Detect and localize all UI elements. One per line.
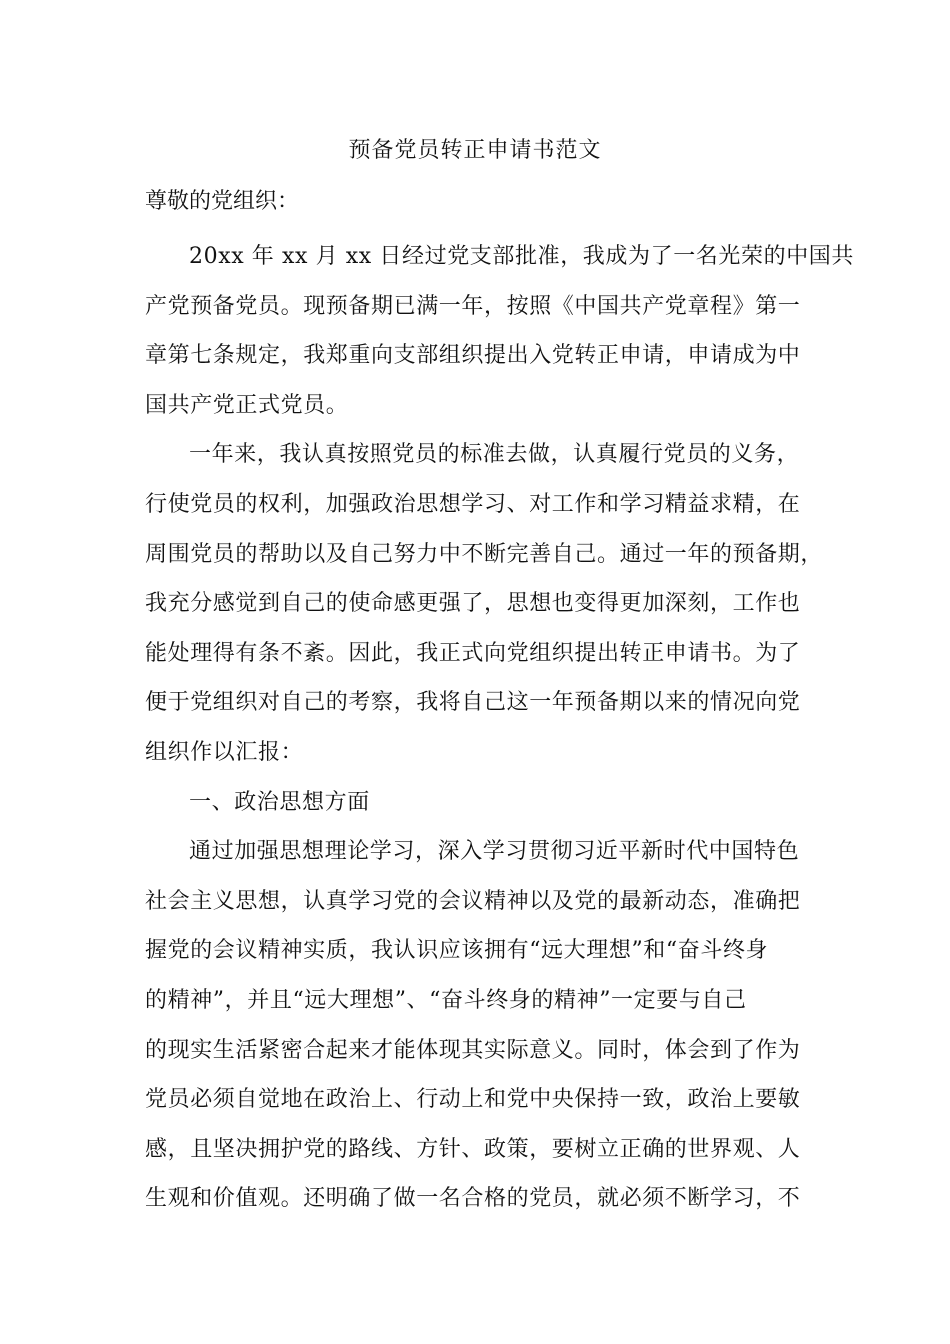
section-heading-text: 一、政治思想方面	[189, 789, 370, 815]
paragraph-2	[145, 430, 824, 777]
document-body	[145, 184, 855, 1224]
paragraph-line: 握党的会议精神实质，我认识应该拥有“远大理想”和“奋斗终身	[145, 938, 769, 964]
paragraph-line: 党员必须自觉地在政治上、行动上和党中央保持一致，政治上要敏	[145, 1087, 801, 1113]
paragraph-line: 的精神”，并且“远大理想”、“奋斗终身的精神”一定要与自己	[145, 987, 747, 1013]
section-heading-1	[145, 778, 817, 828]
paragraph-line: 我充分感觉到自己的使命感更强了，思想也变得更加深刻，工作也	[145, 591, 801, 617]
paragraph-line: 便于党组织对自己的考察，我将自己这一年预备期以来的情况向党	[145, 690, 801, 716]
paragraph-line: 的现实生活紧密合起来才能体现其实际意义。同时，体会到了作为	[145, 1037, 801, 1063]
paragraph-line: 一年来，我认真按照党员的标准去做，认真履行党员的义务，	[189, 442, 800, 468]
paragraph-line: 生观和价值观。还明确了做一名合格的党员，就必须不断学习，不	[145, 1186, 801, 1212]
paragraph-line: 感，且坚决拥护党的路线、方针、政策，要树立正确的世界观、人	[145, 1136, 801, 1162]
paragraph-1	[145, 232, 855, 430]
paragraph-line: 行使党员的权利，加强政治思想学习、对工作和学习精益求精，在	[145, 491, 801, 517]
paragraph-line: 20xx 年 xx 月 xx 日经过党支部批准，我成为了一名光荣的中国共	[189, 244, 855, 269]
paragraph-line: 产党预备党员。现预备期已满一年，按照《中国共产党章程》第一	[145, 293, 801, 319]
paragraph-3	[145, 827, 817, 1224]
paragraph-line: 章第七条规定，我郑重向支部组织提出入党转正申请，申请成为中	[145, 343, 801, 369]
salutation: 尊敬的党组织：	[145, 189, 300, 214]
paragraph-line: 能处理得有条不紊。因此，我正式向党组织提出转正申请书。为了	[145, 640, 801, 666]
paragraph-line: 组织作以汇报：	[145, 739, 304, 765]
paragraph-line: 国共产党正式党员。	[145, 392, 349, 418]
paragraph-line: 社会主义思想，认真学习党的会议精神以及党的最新动态，准确把	[145, 888, 801, 914]
paragraph-line: 通过加强思想理论学习，深入学习贯彻习近平新时代中国特色	[189, 839, 800, 865]
document-title: 预备党员转正申请书范文	[348, 138, 602, 163]
paragraph-line: 周围党员的帮助以及自己努力中不断完善自己。通过一年的预备期，	[145, 541, 824, 567]
